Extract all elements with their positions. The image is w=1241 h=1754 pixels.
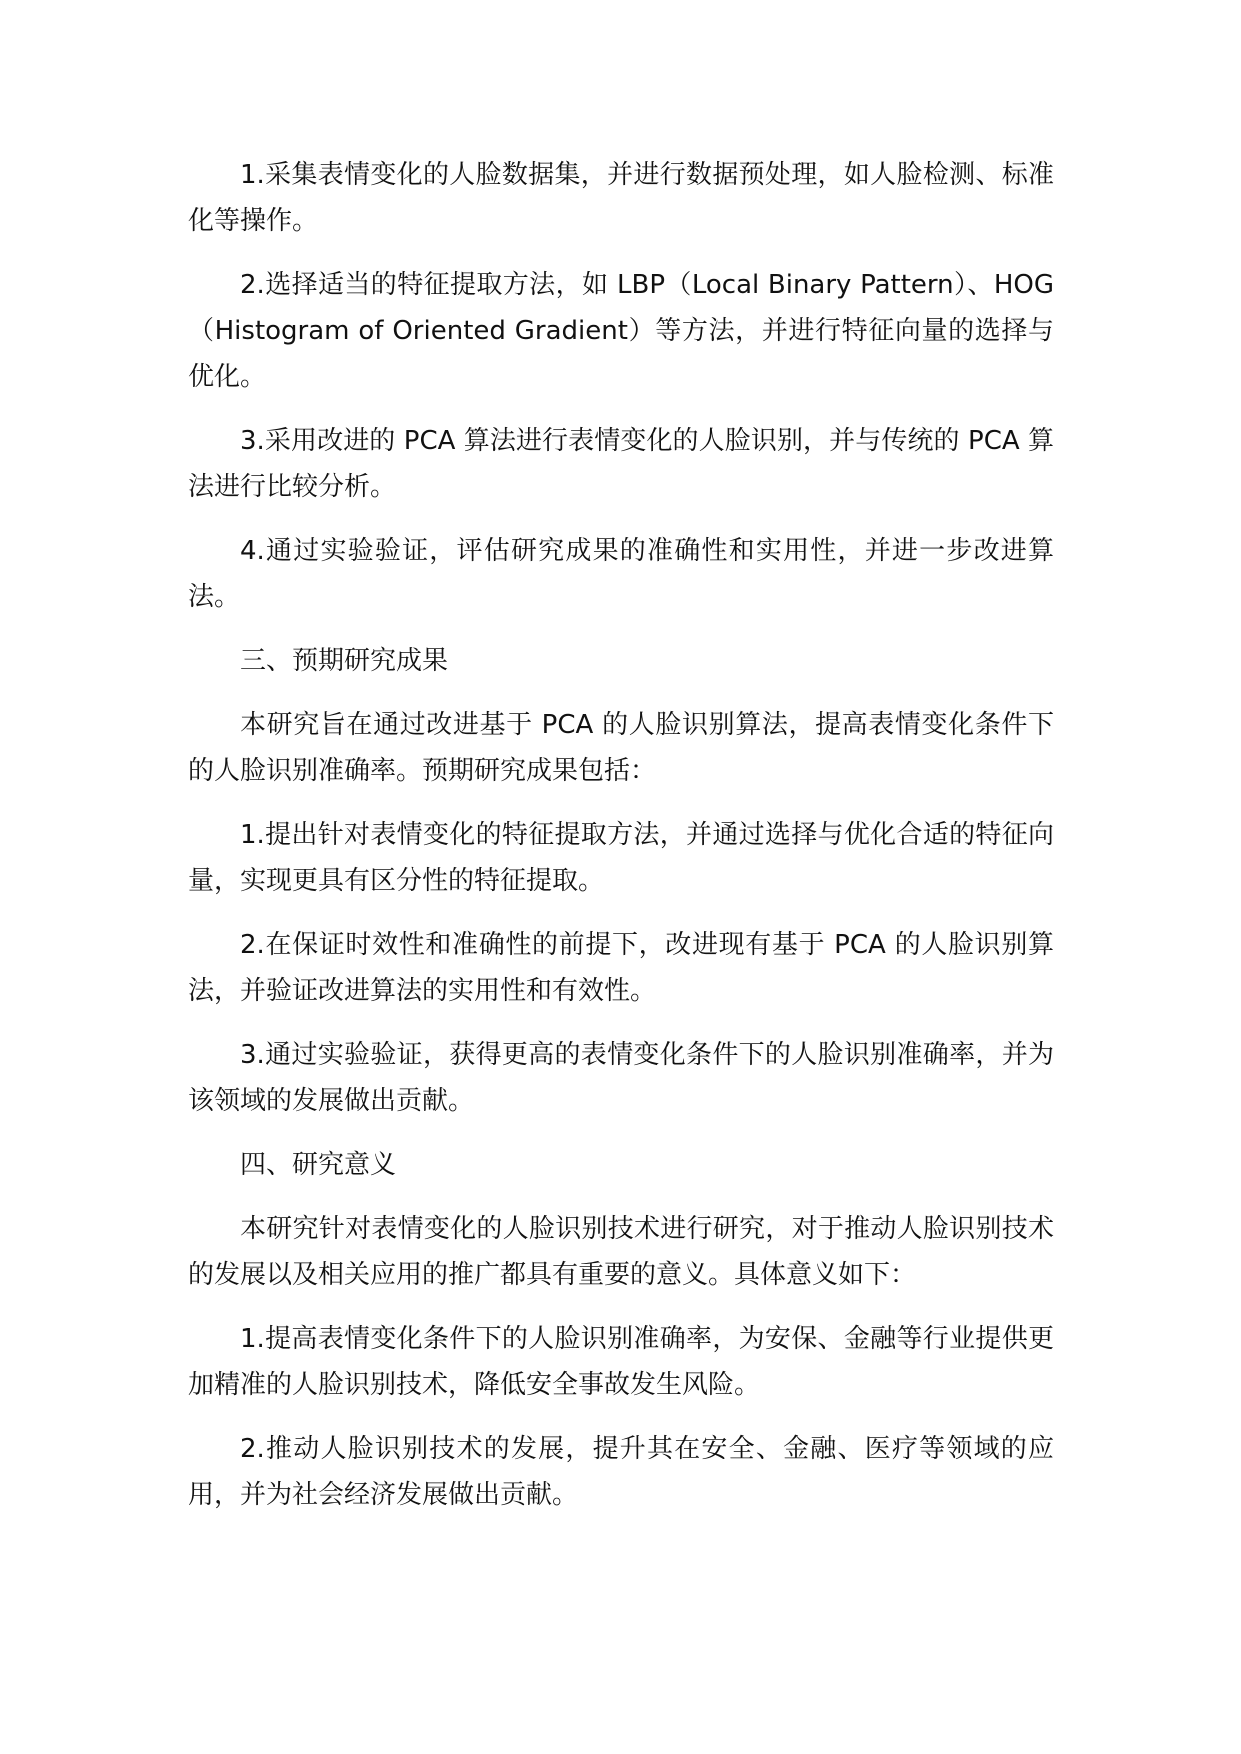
expected-result-2: 2.在保证时效性和准确性的前提下，改进现有基于 PCA 的人脸识别算法，并验证改进算法的实用性和有效性。 xyxy=(188,930,1054,1006)
section-heading-expected-results: 三、预期研究成果 xyxy=(240,646,449,676)
significance-intro: 本研究针对表情变化的人脸识别技术进行研究，对于推动人脸识别技术的发展以及相关应用的推广都具有重要的意义。具体意义如下： xyxy=(188,1214,1054,1290)
significance-item-2: 2.推动人脸识别技术的发展，提升其在安全、金融、医疗等领域的应用，并为社会经济发展做出贡献。 xyxy=(188,1434,1054,1510)
section-heading-significance: 四、研究意义 xyxy=(240,1150,397,1180)
expected-results-intro: 本研究旨在通过改进基于 PCA 的人脸识别算法，提高表情变化条件下的人脸识别准确率。预期研究成果包括： xyxy=(188,710,1054,786)
significance-item-1: 1.提高表情变化条件下的人脸识别准确率，为安保、金融等行业提供更加精准的人脸识别技术，降低安全事故发生风险。 xyxy=(188,1324,1054,1400)
expected-result-1: 1.提出针对表情变化的特征提取方法，并通过选择与优化合适的特征向量，实现更具有区分性的特征提取。 xyxy=(188,820,1054,896)
expected-result-3: 3.通过实验验证，获得更高的表情变化条件下的人脸识别准确率，并为该领域的发展做出贡献。 xyxy=(188,1040,1054,1116)
method-step-4: 4.通过实验验证，评估研究成果的准确性和实用性，并进一步改进算法。 xyxy=(188,536,1054,612)
method-step-3: 3.采用改进的 PCA 算法进行表情变化的人脸识别，并与传统的 PCA 算法进行比较分析。 xyxy=(188,426,1054,502)
document-body xyxy=(188,152,1054,1536)
method-step-1: 1.采集表情变化的人脸数据集，并进行数据预处理，如人脸检测、标准化等操作。 xyxy=(188,160,1054,236)
method-step-2: 2.选择适当的特征提取方法，如 LBP（Local Binary Pattern）、HOG（Histogram of Oriented Gradient）等方法，并进行特征向量的选择与优化。 xyxy=(188,270,1054,392)
